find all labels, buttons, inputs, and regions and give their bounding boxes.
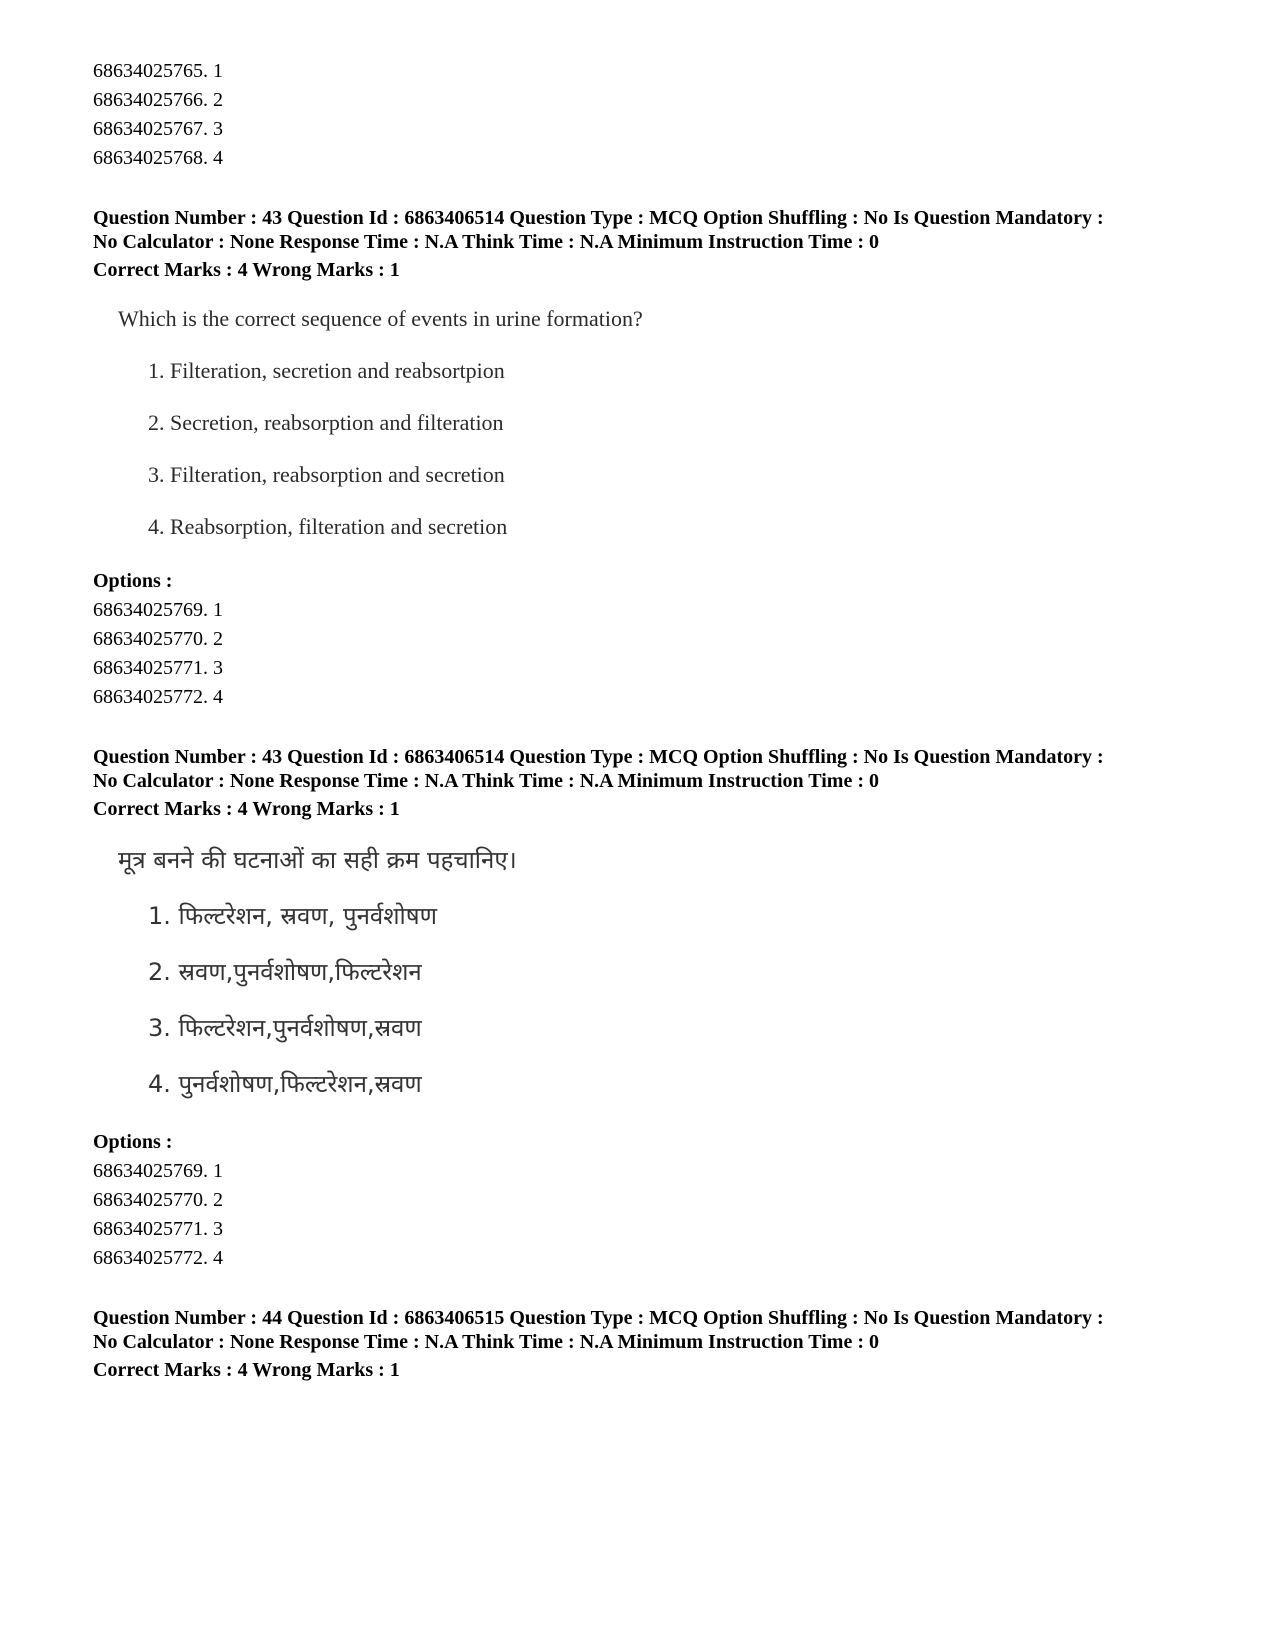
question-44-header [93,1306,1213,1382]
option-value: 2 [213,628,223,650]
option-row [93,1157,223,1186]
question-meta-line1: Question Number : 44 Question Id : 6863406515 Question Type : MCQ Option Shuffling : No Is Question Mandatory : [93,1307,1104,1329]
question-marks: Correct Marks : 4 Wrong Marks : 1 [93,798,400,820]
option-value: 4 [213,147,223,169]
option-value: 2 [213,1189,223,1211]
option-id: 68634025765. [93,60,208,82]
option-row [93,1215,223,1244]
question-43-en-options [93,567,223,712]
option-value: 1 [213,1160,223,1182]
option-id: 68634025771. [93,1218,208,1240]
choice-2: 2. Secretion, reabsorption and filteration [148,410,504,435]
options-label: Options : [93,1131,173,1153]
option-value: 1 [213,599,223,621]
option-value: 4 [213,686,223,708]
choice-1: 1. Filteration, secretion and reabsortpion [148,358,505,383]
question-marks: Correct Marks : 4 Wrong Marks : 1 [93,259,400,281]
option-row [93,144,223,173]
question-meta-line2: No Calculator : None Response Time : N.A Think Time : N.A Minimum Instruction Time : 0 [93,770,879,792]
option-row [93,1244,223,1273]
question-43-en-header [93,206,1213,282]
option-row [93,57,223,86]
question-stem: Which is the correct sequence of events in urine formation? [118,306,643,331]
choice-3: 3. Filteration, reabsorption and secretion [148,462,505,487]
option-row [93,86,223,115]
question-43-hi-body [118,845,517,1098]
question-meta-line1: Question Number : 43 Question Id : 6863406514 Question Type : MCQ Option Shuffling : No Is Question Mandatory : [93,746,1104,768]
option-id: 68634025772. [93,686,208,708]
option-value: 1 [213,60,223,82]
option-row [93,1186,223,1215]
options-label: Options : [93,570,173,592]
option-value: 3 [213,1218,223,1240]
question-stem: मूत्र बनने की घटनाओं का सही क्रम पहचानिए। [118,846,517,874]
choice-4: 4. Reabsorption, filteration and secretion [148,514,508,539]
option-value: 2 [213,89,223,111]
option-id: 68634025767. [93,118,208,140]
option-id: 68634025770. [93,1189,208,1211]
question-marks: Correct Marks : 4 Wrong Marks : 1 [93,1359,400,1381]
option-id: 68634025766. [93,89,208,111]
option-id: 68634025772. [93,1247,208,1269]
choice-4: 4. पुनर्वशोषण,फिल्टरेशन,स्रवण [148,1070,422,1098]
question-meta-line2: No Calculator : None Response Time : N.A Think Time : N.A Minimum Instruction Time : 0 [93,1331,879,1353]
option-row [93,596,223,625]
option-value: 3 [213,118,223,140]
choice-1: 1. फिल्टरेशन, स्रवण, पुनर्वशोषण [148,902,437,930]
option-value: 4 [213,1247,223,1269]
question-43-en-body [118,304,643,539]
question-43-hi-options [93,1128,223,1273]
question-meta-line2: No Calculator : None Response Time : N.A Think Time : N.A Minimum Instruction Time : 0 [93,231,879,253]
option-value: 3 [213,657,223,679]
option-id: 68634025770. [93,628,208,650]
question-43-hi-header [93,745,1213,821]
question-meta-line1: Question Number : 43 Question Id : 6863406514 Question Type : MCQ Option Shuffling : No Is Question Mandatory : [93,207,1104,229]
previous-options-list [93,57,223,173]
option-row [93,625,223,654]
choice-2: 2. स्रवण,पुनर्वशोषण,फिल्टरेशन [148,958,422,986]
choice-3: 3. फिल्टरेशन,पुनर्वशोषण,स्रवण [148,1014,422,1042]
option-id: 68634025769. [93,599,208,621]
option-id: 68634025771. [93,657,208,679]
option-row [93,654,223,683]
option-id: 68634025768. [93,147,208,169]
option-row [93,683,223,712]
option-row [93,115,223,144]
option-id: 68634025769. [93,1160,208,1182]
